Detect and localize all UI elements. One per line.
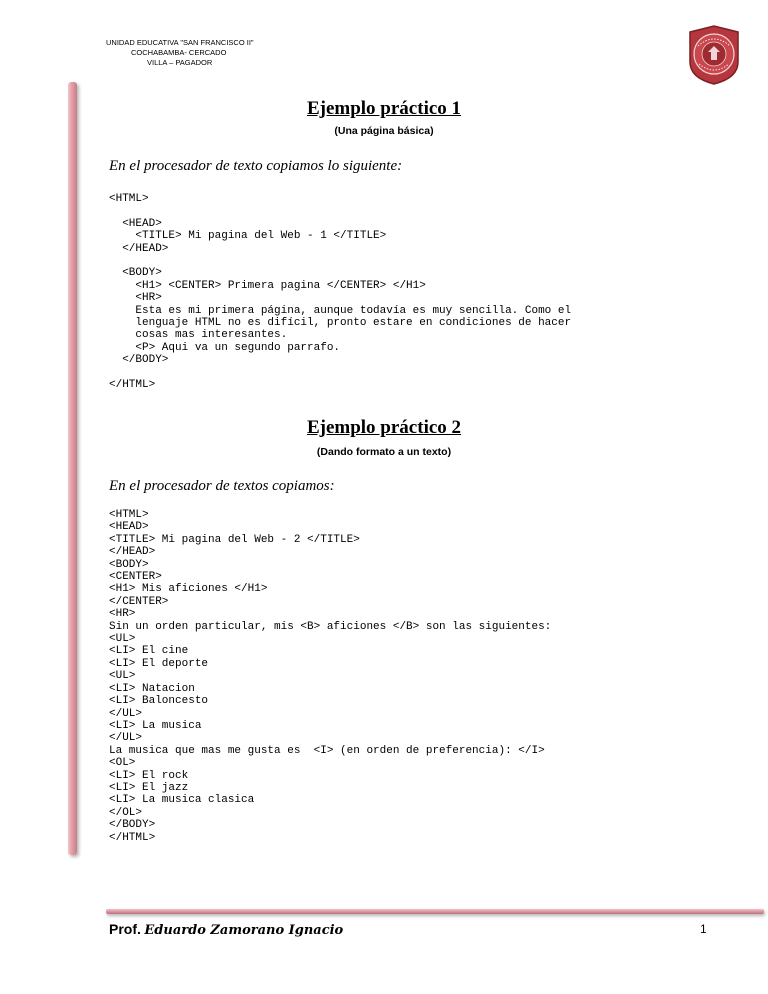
example1-code: <HTML> <HEAD> <TITLE> Mi pagina del Web - 1 </TITLE> </HEAD> <BODY> <H1> <CENTER> Primera pagina </CENTER> </H1> <HR> Esta es mi primera página, aunque todavía es muy sencilla. Como el lenguaje HTML no es difícil, pronto estare en condiciones de hacer cosas mas interesantes. <P> Aqui va un segundo parrafo. </BODY> </HTML> bbox=[109, 193, 572, 392]
author-name: Eduardo Zamorano Ignacio bbox=[144, 923, 344, 938]
example1-intro: En el procesador de texto copiamos lo siguiente: bbox=[109, 158, 403, 174]
author-prefix: Prof. bbox=[109, 921, 141, 937]
example1-title: Ejemplo práctico 1 bbox=[306, 98, 462, 119]
example2-intro: En el procesador de textos copiamos: bbox=[109, 478, 335, 494]
school-header bbox=[106, 38, 276, 68]
example2-code: <HTML> <HEAD> <TITLE> Mi pagina del Web - 2 </TITLE> </HEAD> <BODY> <CENTER> <H1> Mis aficiones </H1> </CENTER> <HR> Sin un orden particular, mis <B> aficiones </B> son las siguientes: <UL> <LI> El cine <LI> El deporte <UL> <LI> Natacion <LI> Baloncesto </UL> <LI> La musica </UL> La musica que mas me gusta es <I> (en orden de preferencia): </I> <OL> <LI> El rock <LI> El jazz <LI> La musica clasica </OL> </BODY> </HTML> bbox=[109, 509, 552, 844]
example2-title: Ejemplo práctico 2 bbox=[306, 417, 462, 438]
school-city: COCHABAMBA- CERCADO bbox=[131, 48, 227, 57]
school-district: VILLA – PAGADOR bbox=[147, 58, 213, 67]
footer-author bbox=[109, 921, 343, 939]
school-crest-icon bbox=[684, 22, 744, 86]
decorative-side-bar bbox=[68, 82, 77, 855]
page-number: 1 bbox=[700, 922, 707, 936]
example2-subtitle: (Dando formato a un texto) bbox=[316, 446, 452, 458]
footer-divider bbox=[106, 909, 764, 914]
school-name: UNIDAD EDUCATIVA "SAN FRANCISCO II" bbox=[106, 38, 254, 47]
example1-subtitle: (Una página básica) bbox=[334, 125, 434, 137]
